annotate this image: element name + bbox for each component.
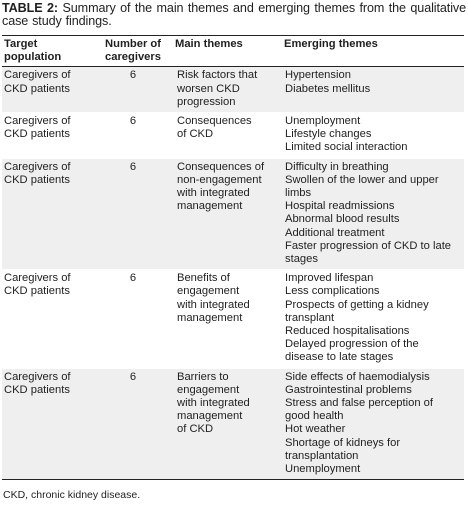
cell-emerging-themes <box>282 368 464 480</box>
cell-number-of-caregivers: 6 <box>93 368 173 480</box>
cell-line: engagement <box>177 285 240 298</box>
cell-line: of CKD <box>177 128 214 141</box>
cell-main-theme <box>173 158 282 270</box>
cell-line: Unemployment <box>285 463 361 476</box>
cell-line: Consequences <box>177 115 252 128</box>
cell-number-of-caregivers: 6 <box>93 158 173 270</box>
cell-line: CKD patients <box>4 82 70 95</box>
caption-label: TABLE 2: <box>2 1 58 15</box>
cell-line: Hospital readmissions <box>285 200 395 213</box>
cell-line: Additional treatment <box>285 226 385 239</box>
header-number-of-caregivers <box>93 36 173 67</box>
cell-line: progression <box>177 95 236 108</box>
cell-line: Number of <box>105 38 161 50</box>
cell-line: Difficulty in breathing <box>285 160 389 173</box>
cell-main-theme <box>173 270 282 368</box>
cell-emerging-themes <box>282 67 464 113</box>
cell-line: management <box>177 200 243 213</box>
themes-table <box>2 35 464 480</box>
cell-target-population <box>2 67 93 113</box>
cell-target-population <box>2 113 93 159</box>
cell-line: population <box>4 51 62 64</box>
cell-line: Delayed progression of the <box>285 338 419 351</box>
cell-line: Gastrointestinal problems <box>285 383 412 396</box>
cell-line: stages <box>285 253 318 266</box>
cell-line: Consequences of <box>177 160 265 173</box>
cell-line: Faster progression of CKD to late <box>285 239 452 252</box>
cell-emerging-themes <box>282 270 464 368</box>
cell-line: with integrated <box>177 298 250 311</box>
cell-line: Target <box>4 38 38 50</box>
cell-line: caregivers <box>105 51 161 64</box>
cell-line: disease to late stages <box>285 351 394 364</box>
cell-line: management <box>177 311 243 324</box>
table-body <box>2 67 464 480</box>
cell-line: Caregivers of <box>4 115 71 128</box>
table-footnote: CKD, chronic kidney disease. <box>3 489 141 502</box>
cell-line: transplant <box>285 311 335 324</box>
caption-text: Summary of the main themes and emerging themes from the qualitative case study findings. <box>2 1 467 28</box>
table-row <box>2 113 464 159</box>
cell-line: Unemployment <box>285 115 361 128</box>
cell-target-population <box>2 368 93 480</box>
cell-line: Hot weather <box>285 423 346 436</box>
cell-line: Reduced hospitalisations <box>285 325 410 338</box>
cell-line: Lifestyle changes <box>285 128 372 141</box>
cell-main-theme <box>173 368 282 480</box>
cell-line: Caregivers of <box>4 69 71 82</box>
header-main-themes <box>173 36 282 67</box>
cell-line: transplantation <box>285 449 359 462</box>
cell-line: Barriers to <box>177 370 229 383</box>
cell-line: Prospects of getting a kidney <box>285 298 429 311</box>
cell-line: non-engagement <box>177 173 262 186</box>
table-figure <box>2 0 466 501</box>
cell-main-theme <box>173 67 282 113</box>
cell-line: Shortage of kidneys for <box>285 436 401 449</box>
cell-line: Caregivers of <box>4 272 71 285</box>
cell-line: Hypertension <box>285 69 351 82</box>
table-row <box>2 270 464 368</box>
cell-number-of-caregivers: 6 <box>93 270 173 368</box>
cell-main-theme <box>173 113 282 159</box>
cell-line: CKD patients <box>4 128 70 141</box>
table-row <box>2 158 464 270</box>
cell-line: Stress and false perception of <box>285 397 434 410</box>
cell-target-population <box>2 158 93 270</box>
cell-line: with integrated <box>177 397 250 410</box>
cell-line: management <box>177 410 243 423</box>
cell-number-of-caregivers: 6 <box>93 67 173 113</box>
cell-line: Benefits of <box>177 272 230 285</box>
cell-line: worsen CKD <box>177 82 240 95</box>
table-row <box>2 67 464 113</box>
cell-line: Improved lifespan <box>285 272 374 285</box>
cell-line: CKD patients <box>4 285 70 298</box>
cell-line: Limited social interaction <box>285 141 408 154</box>
cell-target-population <box>2 270 93 368</box>
cell-number-of-caregivers: 6 <box>93 113 173 159</box>
table-caption <box>2 0 466 35</box>
cell-line: limbs <box>285 187 312 200</box>
cell-line: with integrated <box>177 187 250 200</box>
table-row <box>2 368 464 480</box>
cell-line: Abnormal blood results <box>285 213 400 226</box>
cell-line: CKD patients <box>4 173 70 186</box>
cell-line: Emerging themes <box>284 38 378 50</box>
cell-line: CKD patients <box>4 383 70 396</box>
cell-line: Risk factors that <box>177 69 258 82</box>
cell-line: Diabetes mellitus <box>285 82 371 95</box>
cell-line: Swollen of the lower and upper <box>285 173 439 186</box>
cell-emerging-themes <box>282 158 464 270</box>
cell-line: engagement <box>177 383 240 396</box>
cell-line: Main themes <box>175 38 243 50</box>
cell-line: of CKD <box>177 423 214 436</box>
cell-line: Caregivers of <box>4 160 71 173</box>
cell-line: Caregivers of <box>4 370 71 383</box>
cell-emerging-themes <box>282 113 464 159</box>
cell-line: Less complications <box>285 285 380 298</box>
cell-line: Side effects of haemodialysis <box>285 370 430 383</box>
header-target-population <box>2 36 93 67</box>
header-emerging-themes <box>282 36 464 67</box>
table-header-row <box>2 36 464 67</box>
cell-line: good health <box>285 410 344 423</box>
